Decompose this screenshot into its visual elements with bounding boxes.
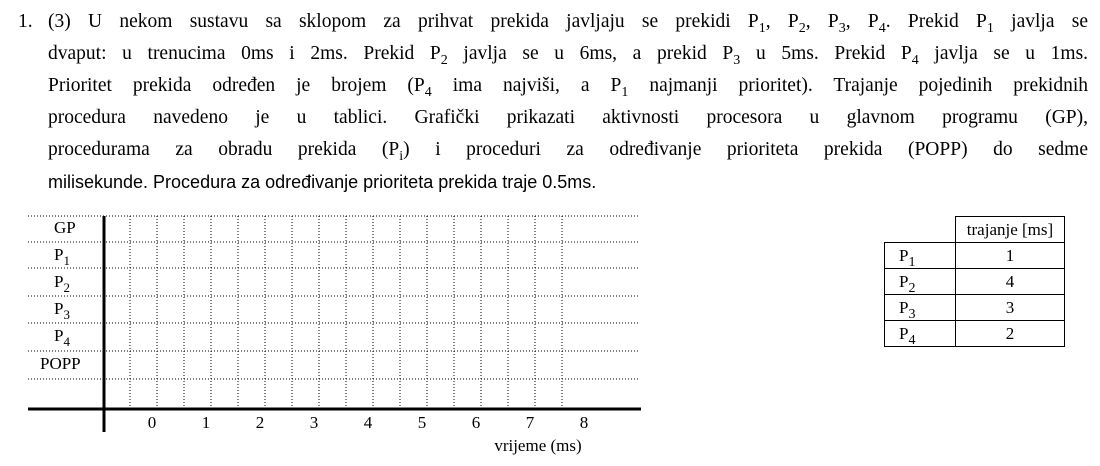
row-label: $P_1$ [54, 245, 70, 268]
duration-value: 4 [956, 269, 1065, 295]
duration-row-label: $P_1$ [885, 243, 956, 269]
duration-header-row [885, 217, 1065, 243]
duration-header: trajanje [ms] [956, 217, 1065, 243]
row-label: GP [54, 218, 76, 237]
tick-label: 5 [417, 413, 427, 432]
x-axis-label: vrijeme (ms) [494, 436, 582, 455]
duration-value: 2 [956, 321, 1065, 347]
problem-line-2: dvaput: u trenucima 0ms i 2ms. Prekid $P_2$ javlja se u 6ms, a prekid $P_3$ u 5ms. Prekid $P_4$ javlja se u 1ms. [48, 43, 1089, 68]
problem-line-5: procedurama za obradu prekida $(P_i)$ i proceduri za određivanje prioriteta prekida (POPP) do sedme [48, 139, 1088, 164]
tick-label: 0 [147, 413, 157, 432]
grid-verticals [130, 216, 562, 409]
duration-corner [885, 217, 956, 243]
grid-horizontals [28, 216, 638, 379]
duration-row-label: $P_3$ [885, 295, 956, 321]
problem-number: 1. [18, 11, 33, 32]
duration-row-label: $P_4$ [885, 321, 956, 347]
row-label: $P_4$ [54, 326, 70, 349]
tick-label: 6 [471, 413, 481, 432]
problem-line-1: (3) U nekom sustavu sa sklopom za prihvat prekida javljaju se prekidi $P_1$, $P_2$, $P_3$, $P_4$. Prekid $P_1$ javlja se [48, 11, 1088, 36]
tick-label: 3 [309, 413, 319, 432]
duration-row-label: $P_2$ [885, 269, 956, 295]
problem-line-4: procedura navedeno je u tablici. Grafički prikazati aktivnosti procesora u glavnom programu (GP), [48, 107, 1088, 128]
problem-line-6: milisekunde. Procedura za određivanje prioriteta prekida traje 0.5ms. [48, 172, 597, 192]
problem-line-3: Prioritet prekida određen je brojem ($P_4$ ima najviši, a $P_1$ najmanji prioritet). Trajanje pojedinih prekidnih [48, 75, 1089, 100]
tick-labels [148, 413, 589, 432]
tick-label: 8 [579, 413, 589, 432]
duration-row [885, 269, 1065, 295]
tick-label: 1 [201, 413, 211, 432]
duration-row [885, 243, 1065, 269]
duration-value: 1 [956, 243, 1065, 269]
duration-row [885, 295, 1065, 321]
row-label: $P_3$ [54, 299, 70, 322]
duration-row [885, 321, 1065, 347]
duration-table [884, 216, 1065, 347]
row-label: $P_2$ [54, 272, 70, 295]
duration-value: 3 [956, 295, 1065, 321]
row-label: POPP [40, 354, 81, 373]
tick-label: 4 [363, 413, 373, 432]
tick-label: 7 [525, 413, 535, 432]
tick-label: 2 [255, 413, 265, 432]
